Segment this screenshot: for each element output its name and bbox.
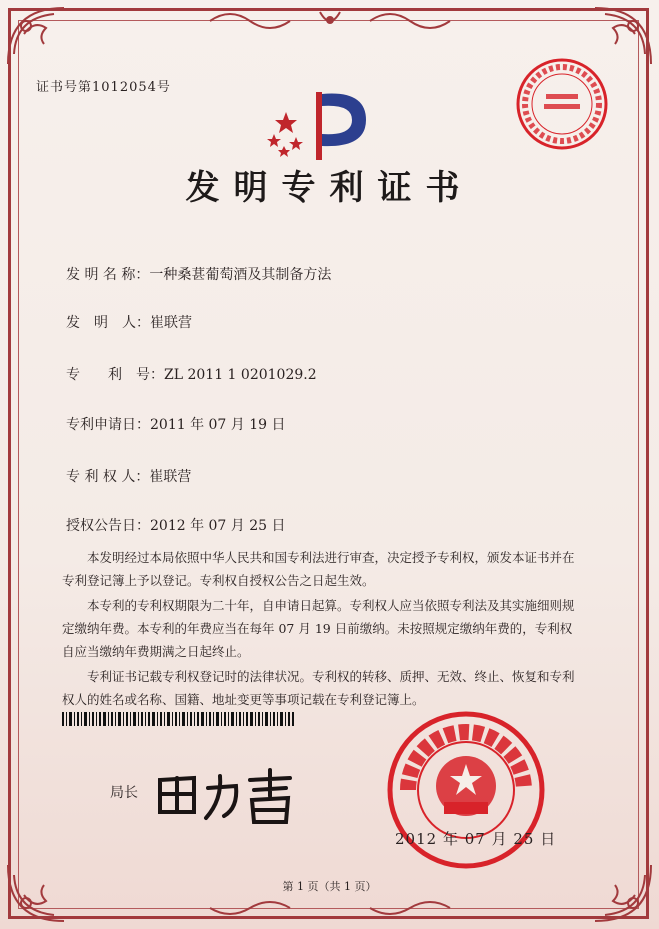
corner-ornament-top-left xyxy=(4,4,74,74)
sipo-logo-icon xyxy=(266,82,376,162)
patentee-row xyxy=(66,466,191,486)
invention-name-value: 一种桑葚葡萄酒及其制备方法 xyxy=(149,267,332,283)
barcode-icon xyxy=(62,712,294,726)
grant-date-label: 授权公告日： xyxy=(66,518,150,534)
director-signature xyxy=(150,760,310,830)
grant-date-row xyxy=(66,515,286,535)
patent-number-label: 专 利 号： xyxy=(66,367,164,383)
page-footer: 第 1 页（共 1 页） xyxy=(282,880,377,893)
paragraph-grant: 本发明经过本局依照中华人民共和国专利法进行审查，决定授予专利权，颁发本证书并在专利登记簿上予以登记。专利权自授权公告之日起生效。 xyxy=(62,550,575,588)
director-label: 局长 xyxy=(110,785,138,801)
bottom-flourish xyxy=(200,896,460,922)
top-flourish xyxy=(200,6,460,36)
paragraph-registry: 专利证书记载专利权登记时的法律状况。专利权的转移、质押、无效、终止、恢复和专利权人的姓名或名称、国籍、地址变更等事项记载在专利登记簿上。 xyxy=(62,669,575,707)
inventor-value: 崔联营 xyxy=(150,315,192,331)
invention-name-label: 发 明 名 称： xyxy=(66,267,150,283)
filing-date-label: 专利申请日： xyxy=(66,417,150,433)
page-title: 发明专利证书 xyxy=(185,168,474,208)
inventor-label: 发 明 人： xyxy=(66,315,150,331)
tax-stamp xyxy=(514,56,610,152)
inventor-row xyxy=(66,312,192,332)
patentee-value: 崔联营 xyxy=(149,469,192,485)
patentee-label: 专 利 权 人： xyxy=(66,469,150,485)
grant-date-value: 2012 年 07 月 25 日 xyxy=(150,518,286,534)
patent-number-value: ZL 2011 1 0201029.2 xyxy=(164,367,317,383)
seal-date: 2012 年 07 月 25 日 xyxy=(395,830,557,848)
filing-date-row xyxy=(66,414,286,434)
invention-name-row xyxy=(66,264,331,284)
patent-number-row xyxy=(66,364,317,384)
filing-date-value: 2011 年 07 月 19 日 xyxy=(150,417,286,433)
certificate-number: 证书号第1012054号 xyxy=(36,80,171,95)
paragraph-term: 本专利的专利权期限为二十年，自申请日起算。专利权人应当依照专利法及其实施细则规定缴纳年费。本专利的年费应当在每年 07 月 19 日前缴纳。未按照规定缴纳年费的，专利权自应当缴纳年费期满之日起终止。 xyxy=(62,598,575,659)
